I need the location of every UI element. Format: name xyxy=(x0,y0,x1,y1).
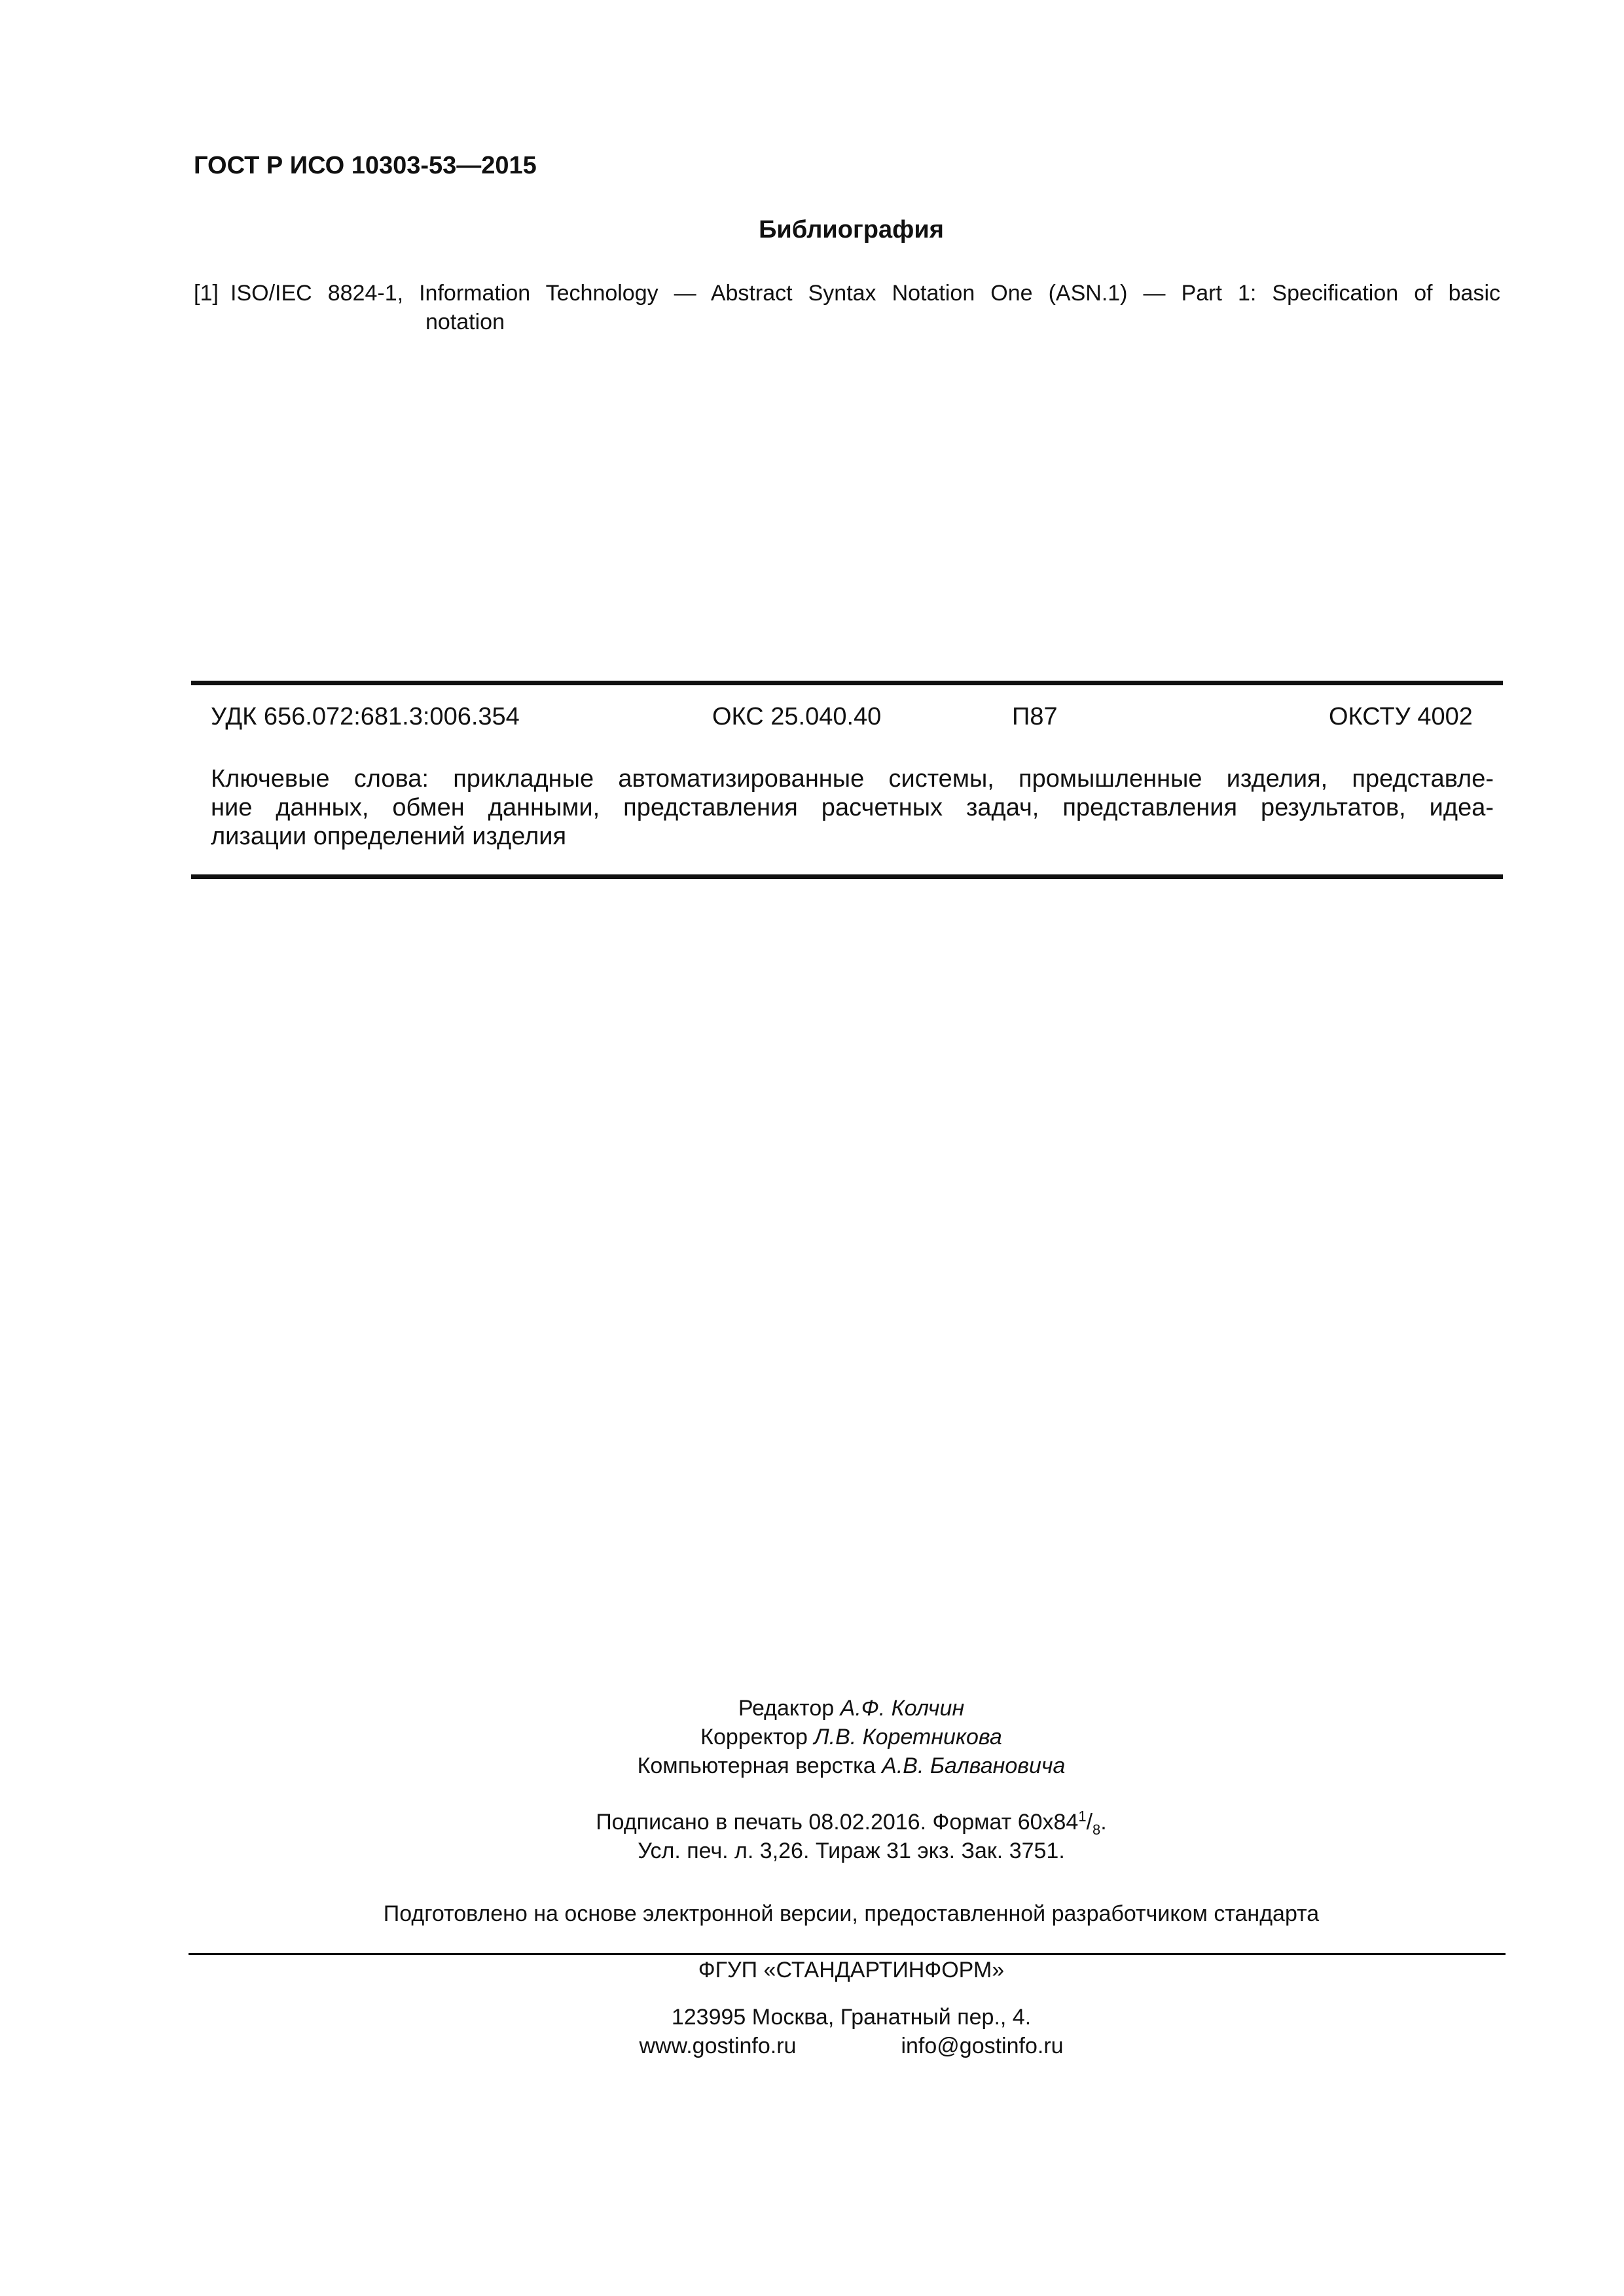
publisher-links xyxy=(0,2032,1624,2060)
p-code: П87 xyxy=(1012,703,1058,730)
print-info xyxy=(0,1808,1624,1865)
editor-line xyxy=(79,1694,1624,1723)
divider-bottom xyxy=(191,874,1503,879)
format-fraction-numerator: 1 xyxy=(1078,1808,1087,1825)
publisher-address: 123995 Москва, Гранатный пер., 4. xyxy=(671,2005,1032,2030)
print-info-text: Подписано в печать 08.02.2016. Формат 60х84 xyxy=(596,1810,1079,1835)
document-code: ГОСТ Р ИСО 10303-53—2015 xyxy=(194,152,537,179)
print-info-line-2: Усл. печ. л. 3,26. Тираж 31 экз. Зак. 3751. xyxy=(638,1839,1065,1863)
publisher-name: ФГУП «СТАНДАРТИНФОРМ» xyxy=(698,1958,1005,1982)
email-link[interactable]: info@gostinfo.ru xyxy=(901,2034,1064,2058)
okstu-code: ОКСТУ 4002 xyxy=(1329,703,1473,730)
layout-line xyxy=(79,1751,1624,1780)
print-info-suffix: . xyxy=(1100,1810,1107,1835)
format-fraction-denominator: 8 xyxy=(1092,1821,1101,1838)
bibliography-entry-text-continued: notation xyxy=(425,310,505,334)
bibliography-title: Библиография xyxy=(759,216,944,243)
bibliography-entry-text: ISO/IEC 8824-1, Information Technology — Abstract Syntax Notation One (ASN.1) — Part 1: Specification of basic xyxy=(230,281,1500,306)
credits xyxy=(0,1694,1624,1780)
layout-name: А.В. Балвановича xyxy=(882,1753,1066,1778)
keywords-line-2: ние данных, обмен данными, представления расчетных задач, представления результатов, идеа- xyxy=(211,794,1494,821)
prepared-note: Подготовлено на основе электронной версии, предоставленной разработчиком стандарта xyxy=(383,1901,1320,1926)
layout-label: Компьютерная верстка xyxy=(637,1753,876,1778)
divider-top xyxy=(191,681,1503,685)
keywords-line-3: лизации определений изделия xyxy=(211,823,567,850)
oks-code: ОКС 25.040.40 xyxy=(712,703,882,730)
editor-name: А.Ф. Колчин xyxy=(840,1696,965,1721)
divider-publisher xyxy=(189,1953,1506,1955)
editor-label: Редактор xyxy=(738,1696,835,1721)
corrector-line xyxy=(79,1723,1624,1751)
udk-code: УДК 656.072:681.3:006.354 xyxy=(211,703,520,730)
bibliography-entry-number: [1] xyxy=(194,281,219,306)
website-link[interactable]: www.gostinfo.ru xyxy=(639,2034,797,2058)
corrector-name: Л.В. Коретникова xyxy=(814,1725,1002,1749)
keywords-line-1: Ключевые слова: прикладные автоматизированные системы, промышленные изделия, представле- xyxy=(211,765,1494,793)
keywords xyxy=(211,764,1494,851)
corrector-label: Корректор xyxy=(700,1725,808,1749)
print-info-line-1: Подписано в печать 08.02.2016. Формат $60х84^1/_8$. xyxy=(596,1808,1107,1838)
